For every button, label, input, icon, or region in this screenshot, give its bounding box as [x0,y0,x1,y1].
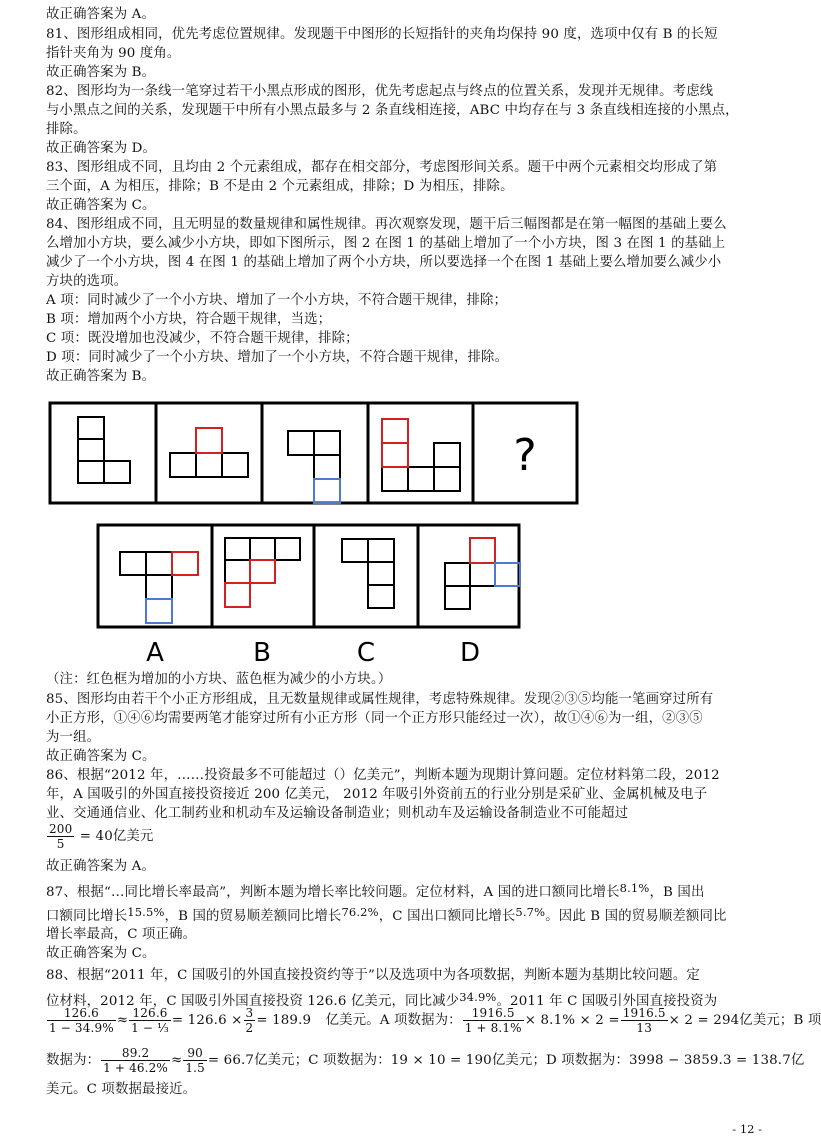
q88-text: 亿美元；B 项 [739,1013,821,1028]
q87-text: 87、根据“…同比增长率最高”，判断本题为增长率比较问题。定位材料，A 国的进口额同比增长 [46,885,620,900]
page-number: - 12 - [732,1122,762,1136]
text-line: 85、图形均由若干个小正方形组成，且无数量规律或属性规律，考虑特殊规律。发现②③⑤均能一笔画穿过所有 [46,692,714,707]
text-line: 三个面，A 为相压，排除；B 不是由 2 个元素组成，排除；D 为相压，排除。 [46,179,514,194]
q88-value: 34.9% [459,990,497,1004]
q86-result: = 40亿美元 [79,829,154,844]
text-line: 故正确答案为 C。 [46,198,156,213]
option-c-figure [342,539,394,608]
q86-denominator: 5 [56,837,65,851]
option-label-c: C [356,638,376,668]
fraction-numerator: 1916.5 [463,1006,524,1021]
q88-text: 亿 [790,1053,805,1068]
q88-text: 亿美元；D 项数据为： [491,1053,629,1068]
option-label-b: B [253,638,271,668]
q87-value: 8.1% [619,881,650,895]
text-line: B 项：增加两个小方块，符合题干规律，当选； [46,312,332,327]
q87-value: 5.7% [515,905,546,919]
fraction-numerator: 89.2 [101,1046,170,1061]
text-line: 排除。 [46,122,87,137]
figure-2 [170,428,248,477]
q87-text: ，C 国出口额同比增长 [378,909,516,924]
option-label-d: D [459,638,481,668]
q87-text: ，B 国的贸易顺差额同比增长 [164,909,342,924]
q88-text: 位材料，2012 年，C 国吸引外国直接投资 126.6 亿美元，同比减少 [46,994,460,1009]
puzzle-figure [0,395,800,675]
text-line: A 项：同时减少了一个小方块、增加了一个小方块，不符合题干规律，排除； [46,293,508,308]
text-line: 增长率最高，C 项正确。 [46,927,197,942]
q88-text: 亿美元。A 项数据为： [325,1013,462,1028]
fraction-denominator: 1 + 8.1% [464,1021,522,1035]
question-mark: ? [513,430,537,481]
fraction-numerator: 1916.5 [622,1006,666,1020]
text-line: 故正确答案为 B。 [46,65,156,80]
text-line: 81、图形组成相同，优先考虑位置规律。发现题干中图形的长短指针的夹角均保持 90 度，选项中仅有 B 的长短 [46,27,718,42]
figure-1 [78,417,130,483]
text-line: 小正方形，①④⑥均需要两笔才能穿过所有小正方形（同一个正方形只能经过一次），故①④⑥为一组，②③⑤ [46,711,703,726]
fraction-denominator: 1.5 [185,1061,205,1075]
text-line: 83、图形组成不同，且均由 2 个元素组成，都存在相交部分，考虑图形间关系。题干中两个元素相交均形成了第 [46,160,718,175]
fraction-denominator: 13 [636,1021,652,1035]
option-d-figure [445,538,520,609]
q87-line-2 [46,903,727,926]
q88-line-4: 数据为： $\frac{89.2}{1 + 46.2\%}$ ≈ $\frac{90}{1.5}$ = 66.7亿美元；C 项数据为：19 × 10 = 190亿美元；D 项数据为：3998 − 3859.3 = 138.7亿 [46,1046,805,1075]
q87-value: 15.5% [127,905,165,919]
text-line: 故正确答案为 D。 [46,141,157,156]
text-line: 故正确答案为 A。 [46,7,156,22]
q88-line-3: $\frac{126.6}{1 - 34.9\%}$ ≈ $\frac{126.6}{\text{1 − ⅓}}$ = 126.6 × $\frac{3}{2}$ = 189.9 亿美元。A 项数据为： $\frac{1916.5}{1 + 8.1\%}$ × 8.1% × 2 = $\frac{1916.5}{13}$ × 2 = 294亿美元；B 项 [49,1006,821,1035]
q87-text: ，B 国出 [649,885,705,900]
q87-text: 。因此 B 国的贸易顺差额同比 [545,909,727,924]
text-line: 业、交通通信业、化工制药业和机动车及运输设备制造业；则机动车及运输设备制造业不可能超过 [46,806,629,821]
fraction-numerator: 90 [183,1046,207,1061]
q88-math: × 8.1% × 2 = [524,1013,620,1028]
fraction-denominator: 1 − ⅓ [131,1021,169,1035]
fraction-numerator: 126.6 [47,1006,116,1021]
fraction-denominator: 1 − 34.9% [49,1021,114,1035]
fraction-denominator: 2 [245,1021,254,1035]
text-line: 年，A 国吸引的外国直接投资接近 200 亿美元， 2012 年吸引外资前五的行业分别是采矿业、金属机械及电子 [46,787,708,802]
text-line: 故正确答案为 B。 [46,369,156,384]
text-line: 88、根据“2011 年，C 国吸引的外国直接投资约等于”以及选项中为各项数据，判断本题为基期比较问题。定 [46,968,700,983]
q88-math: = 66.7 [207,1053,255,1068]
text-line: 82、图形均为一条线一笔穿过若干小黑点形成的图形，优先考虑起点与终点的位置关系，发现并无规律。考虑线 [46,84,714,99]
text-line: C 项：既没增加也没减少，不符合题干规律，排除； [46,331,359,346]
figure-3 [288,431,340,503]
q88-text: 数据为： [46,1053,101,1068]
text-line: D 项：同时减少了一个小方块、增加了一个小方块，不符合题干规律，排除。 [46,350,509,365]
q88-text: 。2011 年 C 国吸引外国直接投资为 [496,994,718,1009]
text-line: 美元。C 项数据最接近。 [46,1082,197,1097]
text-line: 故正确答案为 A。 [46,859,156,874]
text-line: 故正确答案为 C。 [46,749,156,764]
q87-value: 76.2% [341,905,379,919]
text-line: 故正确答案为 C。 [46,946,156,961]
q88-math: 19 × 10 = 190 [390,1053,492,1068]
text-line: 么增加小方块，要么减少小方块，即如下图所示，图 2 在图 1 的基础上增加了一个小方块，图 3 在图 1 的基础上 [46,236,726,251]
q88-math: = 126.6 × [171,1013,243,1028]
option-a-figure [120,552,198,623]
text-line: 86、根据“2012 年，……投资最多不可能超过（）亿美元”，判断本题为现期计算问题。定位材料第二段，2012 [46,768,720,783]
text-line: 方块的选项。 [46,274,128,289]
text-line: 84、图形组成不同，且无明显的数量规律和属性规律。再次观察发现，题干后三幅图都是在第一幅图的基础上要么 [46,217,727,232]
figure-note: （注：红色框为增加的小方块、蓝色框为减少的小方块。） [46,672,392,687]
text-line: 与小黑点之间的关系，发现题干中所有小黑点最多与 2 条直线相连接，ABC 中均存在与 3 条直线相连接的小黑点， [46,103,739,118]
q86-formula [46,822,154,851]
fraction-denominator: 1 + 46.2% [103,1061,168,1075]
text-line: 为一组。 [46,730,101,745]
option-b-figure [225,538,300,607]
figure-4 [382,419,460,491]
fraction-numerator: 3 [245,1006,254,1020]
text-line: 减少了一个小方块，图 4 在图 1 的基础上增加了两个小方块，所以要选择一个在图 1 基础上要么增加要么减少小 [46,255,722,270]
fraction-numerator: 126.6 [129,1006,171,1021]
text-line: 指针夹角为 90 度角。 [46,46,181,61]
option-label-a: A [146,638,164,668]
q88-text: 亿美元；C 项数据为： [254,1053,391,1068]
q87-text: 口额同比增长 [46,909,128,924]
q86-numerator: 200 [49,822,73,836]
q88-math: = 189.9 [256,1013,312,1028]
q88-math: × 2 = 294 [668,1013,740,1028]
q88-math: 3998 − 3859.3 = 138.7 [629,1053,791,1068]
q87-line-1 [46,879,705,902]
